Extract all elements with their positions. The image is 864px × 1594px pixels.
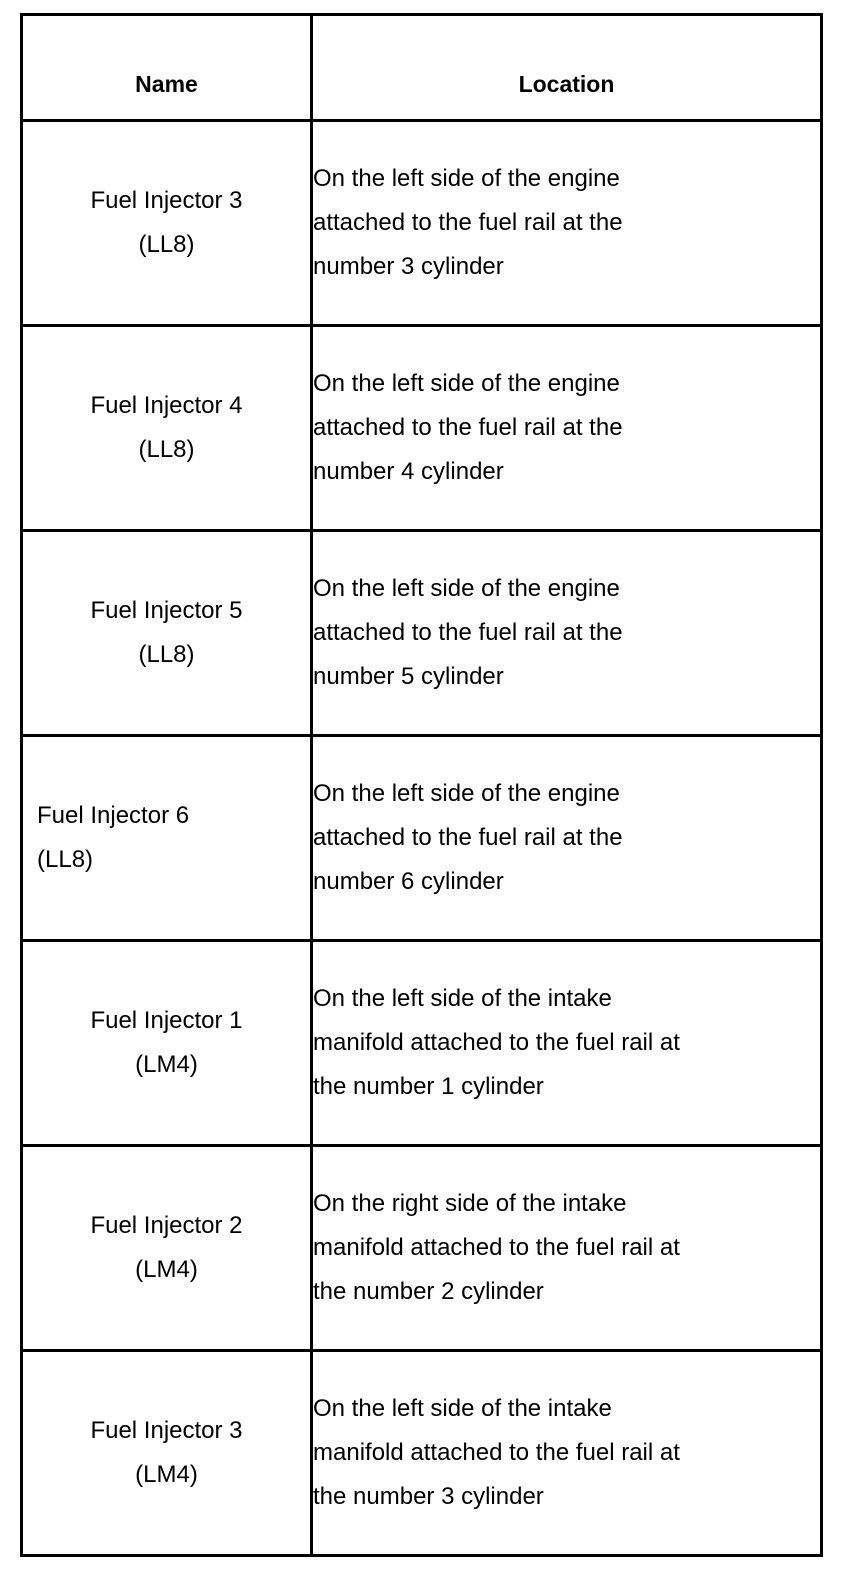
location-line: number 6 cylinder — [313, 868, 504, 895]
location-line: attached to the fuel rail at the — [313, 619, 623, 646]
header-row — [22, 15, 822, 121]
location-line: On the left side of the engine — [313, 575, 620, 602]
location-line: number 3 cylinder — [313, 253, 504, 280]
location-cell — [312, 941, 822, 1146]
location-cell — [312, 1146, 822, 1351]
component-variant: (LM4) — [135, 1461, 198, 1488]
name-cell — [22, 1351, 312, 1556]
location-line: On the left side of the intake — [313, 1395, 612, 1422]
component-name: Fuel Injector 4 — [90, 392, 243, 419]
name-cell — [22, 736, 312, 941]
table-row — [22, 326, 822, 531]
name-cell — [22, 121, 312, 326]
location-line: the number 3 cylinder — [313, 1483, 544, 1510]
component-variant: (LM4) — [135, 1256, 198, 1283]
component-name: Fuel Injector 6 — [37, 802, 190, 829]
name-cell — [22, 1146, 312, 1351]
component-variant: (LL8) — [138, 436, 195, 463]
location-cell — [312, 326, 822, 531]
location-line: attached to the fuel rail at the — [313, 209, 623, 236]
component-location-table — [20, 13, 823, 1557]
name-cell — [22, 941, 312, 1146]
name-cell — [22, 531, 312, 736]
location-line: number 4 cylinder — [313, 458, 504, 485]
component-variant: (LM4) — [135, 1051, 198, 1078]
location-line: manifold attached to the fuel rail at — [313, 1439, 680, 1466]
table-row — [22, 736, 822, 941]
location-line: manifold attached to the fuel rail at — [313, 1234, 680, 1261]
table-row — [22, 121, 822, 326]
component-name: Fuel Injector 2 — [90, 1212, 243, 1239]
location-line: number 5 cylinder — [313, 663, 504, 690]
table-row — [22, 1351, 822, 1556]
location-column-header: Location — [312, 15, 822, 121]
location-line: attached to the fuel rail at the — [313, 824, 623, 851]
component-variant: (LL8) — [138, 231, 195, 258]
name-column-header: Name — [22, 15, 312, 121]
name-cell — [22, 326, 312, 531]
component-name: Fuel Injector 3 — [90, 1417, 243, 1444]
table-row — [22, 941, 822, 1146]
location-line: the number 1 cylinder — [313, 1073, 544, 1100]
location-line: the number 2 cylinder — [313, 1278, 544, 1305]
component-variant: (LL8) — [37, 846, 94, 873]
location-line: On the left side of the engine — [313, 370, 620, 397]
component-name: Fuel Injector 5 — [90, 597, 243, 624]
location-line: On the left side of the engine — [313, 165, 620, 192]
location-line: attached to the fuel rail at the — [313, 414, 623, 441]
location-cell — [312, 736, 822, 941]
location-line: On the left side of the intake — [313, 985, 612, 1012]
table-row — [22, 1146, 822, 1351]
location-cell — [312, 1351, 822, 1556]
component-name: Fuel Injector 1 — [90, 1007, 243, 1034]
location-line: manifold attached to the fuel rail at — [313, 1029, 680, 1056]
location-line: On the right side of the intake — [313, 1190, 627, 1217]
location-cell — [312, 121, 822, 326]
location-cell — [312, 531, 822, 736]
location-line: On the left side of the engine — [313, 780, 620, 807]
component-variant: (LL8) — [138, 641, 195, 668]
component-name: Fuel Injector 3 — [90, 187, 243, 214]
table-row — [22, 531, 822, 736]
